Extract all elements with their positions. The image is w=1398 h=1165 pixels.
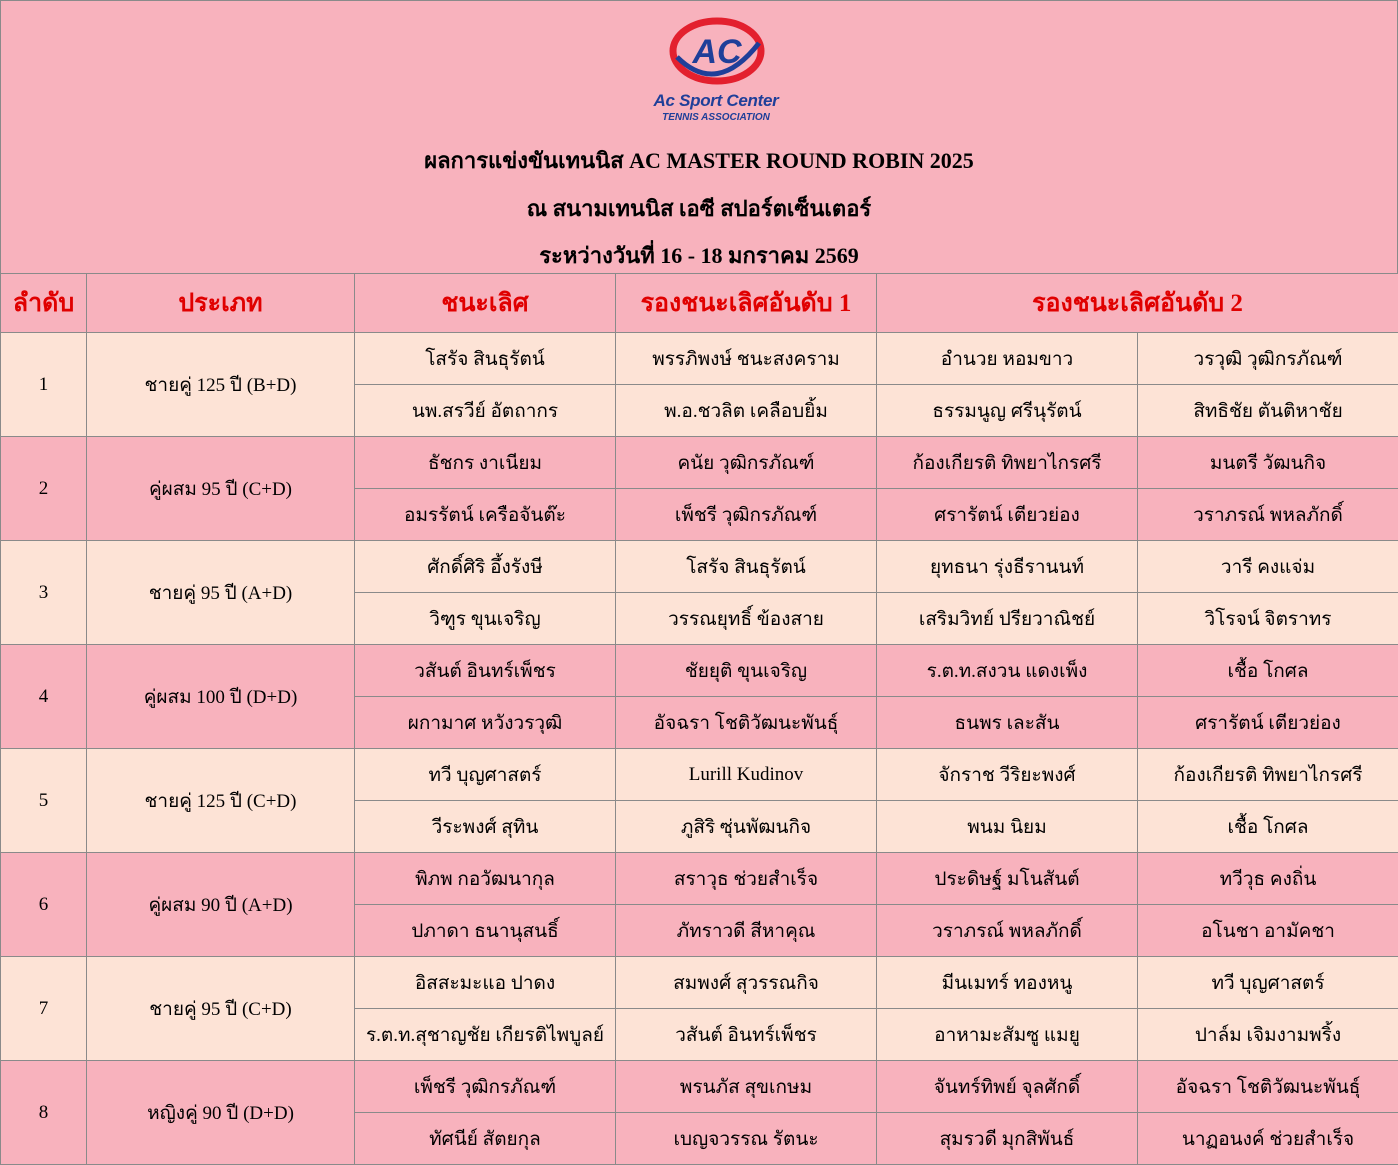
venue-line: ณ สนามเทนนิส เอซี สปอร์ตเซ็นเตอร์ (526, 196, 872, 221)
runner-up-2b-cell: ปาล์ม เจิมงามพริ้ง (1138, 1009, 1398, 1061)
column-header-category: ประเภท (87, 274, 355, 333)
winner-cell: ธัชกร งาเนียม (355, 437, 616, 489)
winner-cell: ปภาดา ธนานุสนธิ์ (355, 905, 616, 957)
runner-up-1-cell: ภูสิริ ซุ่นพัฒนกิจ (616, 801, 877, 853)
runner-up-1-cell: โสรัจ สินธุรัตน์ (616, 541, 877, 593)
runner-up-1-cell: พ.อ.ชวลิต เคลือบยิ้ม (616, 385, 877, 437)
winner-cell: ทัศนีย์ สัตยกุล (355, 1113, 616, 1165)
runner-up-2a-cell: สุมรวดี มุกสิพันธ์ (877, 1113, 1138, 1165)
runner-up-1-cell: Lurill Kudinov (616, 749, 877, 801)
category-cell: ชายคู่ 95 ปี (A+D) (87, 541, 355, 645)
table-header-row (1, 274, 1398, 333)
logo-letters: AC (692, 33, 742, 71)
runner-up-2b-cell: มนตรี วัฒนกิจ (1138, 437, 1398, 489)
runner-up-2a-cell: เสริมวิทย์ ปรียวาณิชย์ (877, 593, 1138, 645)
rank-cell: 4 (1, 645, 87, 749)
category-cell: คู่ผสม 95 ปี (C+D) (87, 437, 355, 541)
rank-cell: 1 (1, 333, 87, 437)
table-row (1, 957, 1398, 1009)
document-header (1, 1, 1397, 273)
runner-up-2a-cell: จักราช วีริยะพงศ์ (877, 749, 1138, 801)
results-body (1, 333, 1398, 1165)
runner-up-2a-cell: ประดิษฐ์ มโนสันต์ (877, 853, 1138, 905)
runner-up-2a-cell: อาหามะสัมซู แมยู (877, 1009, 1138, 1061)
date-line: ระหว่างวันที่ 16 - 18 มกราคม 2569 (539, 243, 859, 268)
runner-up-1-cell: พรรภิพงษ์ ชนะสงคราม (616, 333, 877, 385)
table-row (1, 541, 1398, 593)
runner-up-1-cell: วรรณยุทธิ์ ข้องสาย (616, 593, 877, 645)
runner-up-2b-cell: วรวุฒิ วุฒิกรภัณฑ์ (1138, 333, 1398, 385)
category-cell: ชายคู่ 125 ปี (B+D) (87, 333, 355, 437)
runner-up-1-cell: สมพงศ์ สุวรรณกิจ (616, 957, 877, 1009)
runner-up-2b-cell: วารี คงแจ่ม (1138, 541, 1398, 593)
runner-up-1-cell: ชัยยุติ ขุนเจริญ (616, 645, 877, 697)
winner-cell: นพ.สรวีย์ อัตถากร (355, 385, 616, 437)
runner-up-2b-cell: อัจฉรา โชติวัฒนะพันธุ์ (1138, 1061, 1398, 1113)
winner-cell: วิฑูร ขุนเจริญ (355, 593, 616, 645)
runner-up-2b-cell: ทวี บุญศาสตร์ (1138, 957, 1398, 1009)
runner-up-2b-cell: ศรารัตน์ เตียวย่อง (1138, 697, 1398, 749)
logo-subtitle: TENNIS ASSOCIATION (662, 112, 770, 123)
runner-up-1-cell: อัจฉรา โชติวัฒนะพันธุ์ (616, 697, 877, 749)
runner-up-2b-cell: วิโรจน์ จิตราทร (1138, 593, 1398, 645)
category-cell: คู่ผสม 90 ปี (A+D) (87, 853, 355, 957)
winner-cell: อมรรัตน์ เครือจันต๊ะ (355, 489, 616, 541)
winner-cell: ผกามาศ หวังวรวุฒิ (355, 697, 616, 749)
runner-up-2b-cell: วราภรณ์ พหลภักดิ์ (1138, 489, 1398, 541)
column-header-winner: ชนะเลิศ (355, 274, 616, 333)
winner-cell: อิสสะมะแอ ปาดง (355, 957, 616, 1009)
runner-up-2b-cell: ก้องเกียรติ ทิพยาไกรศรี (1138, 749, 1398, 801)
rank-cell: 6 (1, 853, 87, 957)
column-header-runner-up-2: รองชนะเลิศอันดับ 2 (877, 274, 1398, 333)
winner-cell: วสันต์ อินทร์เพ็ชร (355, 645, 616, 697)
table-row (1, 333, 1398, 385)
category-cell: ชายคู่ 125 ปี (C+D) (87, 749, 355, 853)
runner-up-2a-cell: ธนพร เละสัน (877, 697, 1138, 749)
runner-up-1-cell: คนัย วุฒิกรภัณฑ์ (616, 437, 877, 489)
winner-cell: โสรัจ สินธุรัตน์ (355, 333, 616, 385)
runner-up-2a-cell: พนม นิยม (877, 801, 1138, 853)
document-title: ผลการแข่งขันเทนนิส AC MASTER ROUND ROBIN 2025 (424, 148, 974, 173)
runner-up-2a-cell: มีนเมทร์ ทองหนู (877, 957, 1138, 1009)
runner-up-1-cell: ภัทราวดี สีหาคุณ (616, 905, 877, 957)
runner-up-2b-cell: สิทธิชัย ตันติหาชัย (1138, 385, 1398, 437)
category-cell: หญิงคู่ 90 ปี (D+D) (87, 1061, 355, 1165)
runner-up-1-cell: เพ็ชรี วุฒิกรภัณฑ์ (616, 489, 877, 541)
table-row (1, 853, 1398, 905)
runner-up-1-cell: สราวุธ ช่วยสำเร็จ (616, 853, 877, 905)
runner-up-2a-cell: จันทร์ทิพย์ จุลศักดิ์ (877, 1061, 1138, 1113)
category-cell: คู่ผสม 100 ปี (D+D) (87, 645, 355, 749)
runner-up-1-cell: พรนภัส สุขเกษม (616, 1061, 877, 1113)
rank-cell: 8 (1, 1061, 87, 1165)
runner-up-2a-cell: อำนวย หอมขาว (877, 333, 1138, 385)
logo-name: Ac Sport Center (653, 91, 779, 110)
winner-cell: พิภพ กอวัฒนากุล (355, 853, 616, 905)
table-row (1, 645, 1398, 697)
runner-up-1-cell: เบญจวรรณ รัตนะ (616, 1113, 877, 1165)
rank-cell: 2 (1, 437, 87, 541)
runner-up-2b-cell: เชื้อ โกศล (1138, 801, 1398, 853)
winner-cell: ร.ต.ท.สุชาญชัย เกียรติไพบูลย์ (355, 1009, 616, 1061)
winner-cell: เพ็ชรี วุฒิกรภัณฑ์ (355, 1061, 616, 1113)
winner-cell: ทวี บุญศาสตร์ (355, 749, 616, 801)
runner-up-2b-cell: เชื้อ โกศล (1138, 645, 1398, 697)
ac-sport-center-logo (641, 13, 791, 128)
runner-up-2b-cell: อโนชา อามัคชา (1138, 905, 1398, 957)
runner-up-2a-cell: ธรรมนูญ ศรีนุรัตน์ (877, 385, 1138, 437)
rank-cell: 7 (1, 957, 87, 1061)
runner-up-1-cell: วสันต์ อินทร์เพ็ชร (616, 1009, 877, 1061)
runner-up-2a-cell: ยุทธนา รุ่งธีรานนท์ (877, 541, 1138, 593)
column-header-rank: ลำดับ (1, 274, 87, 333)
ac-logo-icon (669, 13, 765, 93)
column-header-runner-up-1: รองชนะเลิศอันดับ 1 (616, 274, 877, 333)
runner-up-2a-cell: วราภรณ์ พหลภักดิ์ (877, 905, 1138, 957)
results-table (0, 273, 1398, 1165)
table-row (1, 1061, 1398, 1113)
runner-up-2a-cell: ก้องเกียรติ ทิพยาไกรศรี (877, 437, 1138, 489)
runner-up-2a-cell: ศรารัตน์ เตียวย่อง (877, 489, 1138, 541)
runner-up-2a-cell: ร.ต.ท.สงวน แดงเพ็ง (877, 645, 1138, 697)
winner-cell: ศักดิ์ศิริ อึ้งรังษี (355, 541, 616, 593)
runner-up-2b-cell: นาฏอนงค์ ช่วยสำเร็จ (1138, 1113, 1398, 1165)
winner-cell: วีระพงศ์ สุทิน (355, 801, 616, 853)
rank-cell: 3 (1, 541, 87, 645)
table-row (1, 437, 1398, 489)
rank-cell: 5 (1, 749, 87, 853)
category-cell: ชายคู่ 95 ปี (C+D) (87, 957, 355, 1061)
table-row (1, 749, 1398, 801)
runner-up-2b-cell: ทวีวุธ คงถิ่น (1138, 853, 1398, 905)
